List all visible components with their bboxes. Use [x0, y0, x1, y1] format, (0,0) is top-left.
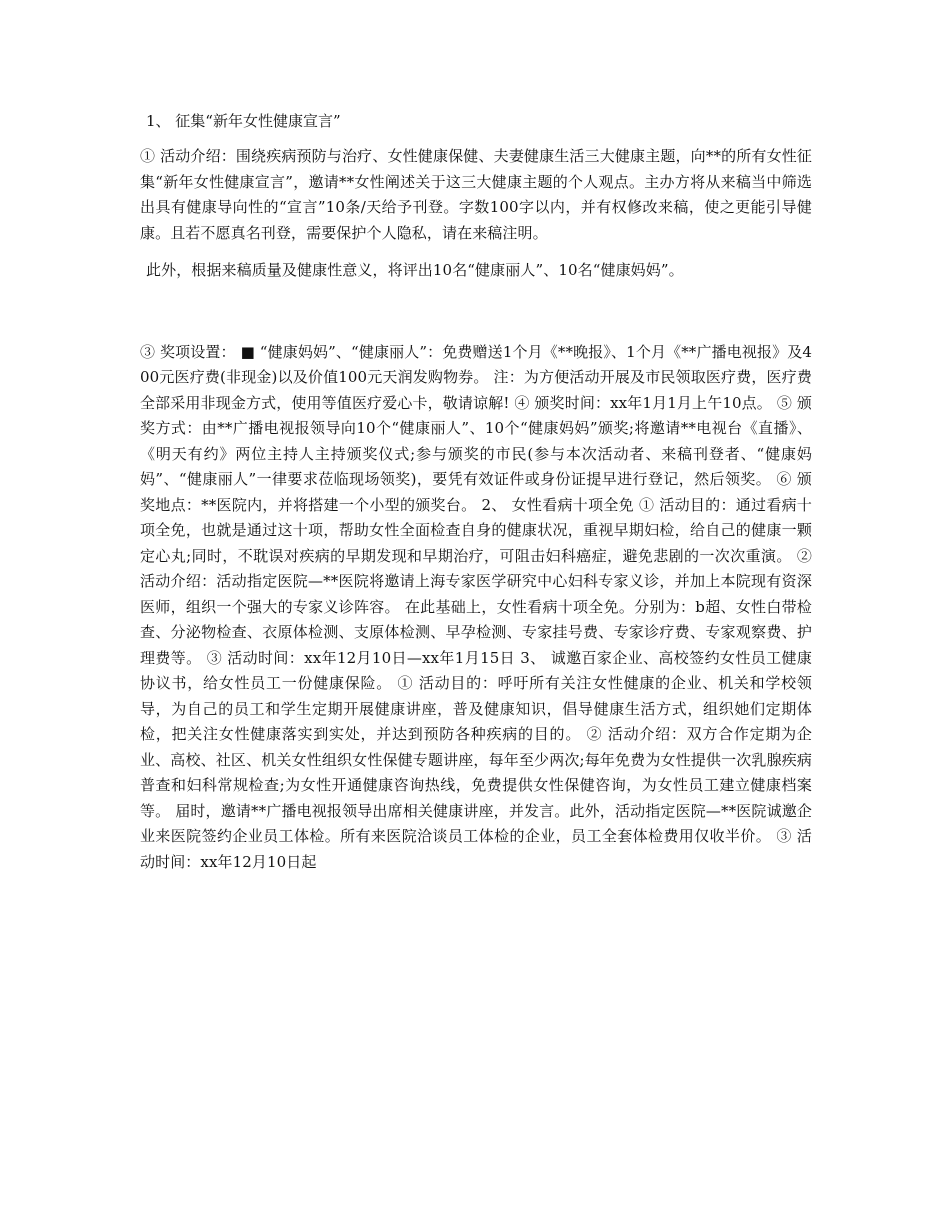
paragraph-award-selection: 此外，根据来稿质量及健康性意义，将评出10名“健康丽人”、10名“健康妈妈”。 — [146, 261, 684, 279]
paragraph-award-details: ③ 奖项设置： ■ “健康妈妈”、“健康丽人”：免费赠送1个月《**晚报》、1个月《**广播电视报》及400元医疗费(非现金)以及价值100元天润发购物券。 注：为方便活动开展及市民领取医疗费，医疗费全部采用非现金方式，使用等值医疗爱心卡，敬请谅解! ④ 颁奖时间：xx年1月1月上午10点。 ⑤ 颁奖方式：由**广播电视报领导向10个“健康丽人”、10个“健康妈妈”颁奖;将邀请**电视台《直播》、《明天有约》两位主持人主持颁奖仪式;参与颁奖的市民(参与本次活动者、来稿刊登者、“健康妈妈”、“健康丽人”一律要求莅临现场领奖)，要凭有效证件或身份证提早进行登记，然后领奖。 ⑥ 颁奖地点：**医院内，并将搭建一个小型的颁奖台。 2、 女性看病十项全免 ① 活动目的：通过看病十项全免，也就是通过这十项，帮助女性全面检查自身的健康状况，重视早期妇检，给自己的健康一颗定心丸;同时，不耽误对疾病的早期发现和早期治疗，可阻击妇科癌症，避免悲剧的一次次重演。 ② 活动介绍：活动指定医院—**医院将邀请上海专家医学研究中心妇科专家义诊，并加上本院现有资深医师，组织一个强大的专家义诊阵容。 在此基础上，女性看病十项全免。分别为：b超、女性白带检查、分泌物检查、衣原体检测、支原体检测、早孕检测、专家挂号费、专家诊疗费、专家观察费、护理费等。 ③ 活动时间：xx年12月10日—xx年1月15日 3、 诚邀百家企业、高校签约女性员工健康协议书，给女性员工一份健康保险。 ① 活动目的：呼吁所有关注女性健康的企业、机关和学校领导，为自己的员工和学生定期开展健康讲座，普及健康知识，倡导健康生活方式，组织她们定期体检，把关注女性健康落实到实处，并达到预防各种疾病的目的。 ② 活动介绍：双方合作定期为企业、高校、社区、机关女性组织女性保健专题讲座，每年至少两次;每年免费为女性提供一次乳腺疾病普查和妇科常规检查;为女性开通健康咨询热线，免费提供女性保健咨询，为女性员工建立健康档案等。 届时，邀请**广播电视报领导出席相关健康讲座，并发言。此外，活动指定医院—**医院诚邀企业来医院签约企业员工体检。所有来医院洽谈员工体检的企业，员工全套体检费用仅收半价。 ③ 活动时间：xx年12月10日起 — [140, 342, 812, 871]
paragraph-activity-intro: ① 活动介绍：围绕疾病预防与治疗、女性健康保健、夫妻健康生活三大健康主题，向**的所有女性征集“新年女性健康宣言”，邀请**女性阐述关于这三大健康主题的个人观点。主办方将从来稿当中筛选出具有健康导向性的“宣言”10条/天给予刊登。字数100字以内，并有权修改来稿，使之更能引导健康。且若不愿真名刊登，需要保护个人隐私，请在来稿注明。 — [140, 147, 812, 242]
section-heading: 1、 征集“新年女性健康宣言” — [146, 112, 341, 130]
document-body — [140, 108, 812, 875]
